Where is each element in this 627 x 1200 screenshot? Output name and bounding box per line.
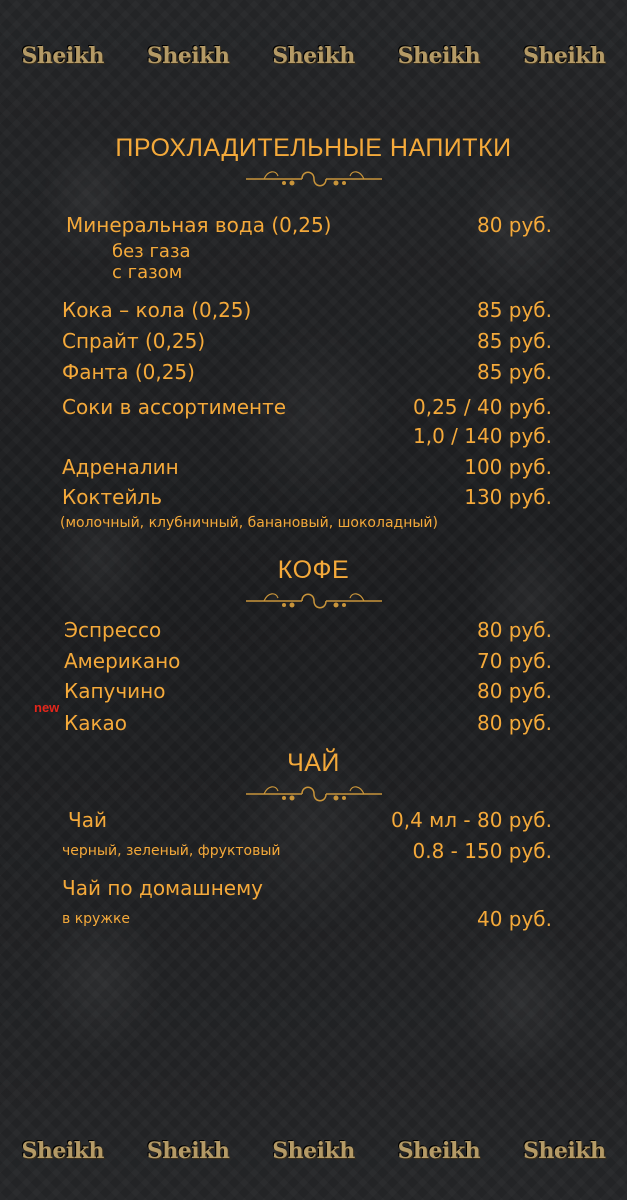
logo: Sheikh <box>397 1138 481 1164</box>
price-adrenalin: 100 руб. <box>464 455 552 479</box>
option-sparkling: с газом <box>112 262 183 283</box>
price-tea-large: 0.8 - 150 руб. <box>412 839 552 863</box>
item-adrenalin: Адреналин <box>62 455 179 479</box>
item-americano: Американо <box>64 649 181 673</box>
logo: Sheikh <box>146 43 230 69</box>
ornament-divider-icon <box>244 781 384 807</box>
item-cola: Кока – кола (0,25) <box>62 298 252 322</box>
item-mineral-water: Минеральная вода (0,25) <box>66 213 332 237</box>
item-cocoa: Какао <box>64 711 128 735</box>
homemade-tea-note: в кружке <box>62 911 131 927</box>
price-cola: 85 руб. <box>476 298 552 322</box>
ornament-divider-icon <box>244 166 384 192</box>
ornament-divider-icon <box>244 588 384 614</box>
logo: Sheikh <box>21 1138 104 1164</box>
item-espresso: Эспрессо <box>64 618 162 642</box>
price-fanta: 85 руб. <box>476 360 552 384</box>
logo: Sheikh <box>523 43 606 69</box>
price-sprite: 85 руб. <box>476 329 552 353</box>
price-cappuccino: 80 руб. <box>476 679 552 703</box>
price-americano: 70 руб. <box>476 649 552 673</box>
logo: Sheikh <box>272 1138 355 1164</box>
price-cocoa: 80 руб. <box>476 711 552 735</box>
section-title-coffee: КОФЕ <box>277 556 350 584</box>
section-title-cold-drinks: ПРОХЛАДИТЕЛЬНЫЕ НАПИТКИ <box>115 134 512 162</box>
item-sprite: Спрайт (0,25) <box>62 329 206 353</box>
logo-banner-top <box>0 38 627 74</box>
new-badge: new <box>34 700 60 715</box>
logo: Sheikh <box>397 43 481 69</box>
tea-varieties: черный, зеленый, фруктовый <box>62 843 281 859</box>
price-mineral-water: 80 руб. <box>476 213 552 237</box>
price-juice-large: 1,0 / 140 руб. <box>412 424 552 448</box>
milkshake-flavors: (молочный, клубничный, банановый, шоколадный) <box>60 515 438 531</box>
option-still: без газа <box>112 241 191 262</box>
logo: Sheikh <box>523 1138 606 1164</box>
item-milkshake: Коктейль <box>62 485 163 509</box>
price-juice-small: 0,25 / 40 руб. <box>412 395 552 419</box>
item-juices: Соки в ассортименте <box>62 395 287 419</box>
logo: Sheikh <box>21 43 104 69</box>
price-homemade-tea: 40 руб. <box>476 907 552 931</box>
item-cappuccino: Капучино <box>64 679 166 703</box>
item-fanta: Фанта (0,25) <box>62 360 195 384</box>
logo: Sheikh <box>272 43 355 69</box>
logo-banner-bottom <box>0 1133 627 1169</box>
item-tea: Чай <box>68 808 107 832</box>
price-tea-small: 0,4 мл - 80 руб. <box>391 808 552 832</box>
logo: Sheikh <box>146 1138 230 1164</box>
section-title-tea: ЧАЙ <box>287 749 340 777</box>
item-homemade-tea: Чай по домашнему <box>62 876 264 900</box>
price-espresso: 80 руб. <box>476 618 552 642</box>
price-milkshake: 130 руб. <box>464 485 552 509</box>
